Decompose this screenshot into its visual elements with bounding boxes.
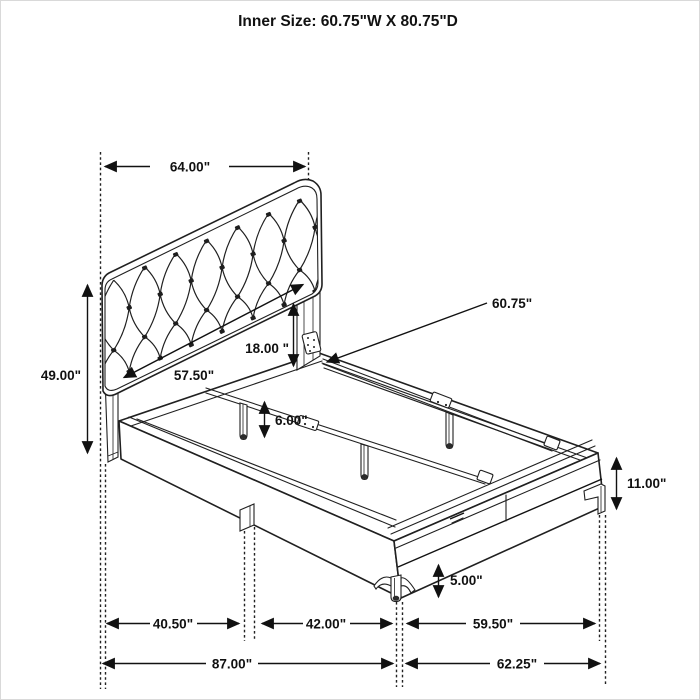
dim-overall-depth: 87.00" <box>211 656 253 672</box>
dim-headboard-to-rail: 18.00 " <box>245 341 289 356</box>
headboard-face <box>105 186 318 390</box>
bed-dimension-diagram <box>1 1 699 699</box>
dim-headboard-panel-width: 57.50" <box>173 368 215 383</box>
dim-foot-leg-height: 5.00" <box>450 573 483 588</box>
dim-foot-width: 62.25" <box>496 656 538 672</box>
dim-headboard-height: 49.00" <box>40 368 81 383</box>
dim-inner-width: 60.75" <box>492 296 533 311</box>
dim-support-leg-height: 6.00" <box>275 413 308 428</box>
dim-headboard-width: 64.00" <box>169 159 211 175</box>
diagram-title: Inner Size: 60.75"W X 80.75"D <box>238 13 458 30</box>
dim-span-right: 59.50" <box>472 616 514 632</box>
dim-span-center: 42.00" <box>305 616 347 632</box>
bed-frame <box>119 353 605 602</box>
dim-span-left: 40.50" <box>152 616 194 632</box>
support-leg <box>240 403 247 440</box>
dim-frame-height: 11.00" <box>627 476 667 491</box>
support-leg <box>446 412 453 449</box>
